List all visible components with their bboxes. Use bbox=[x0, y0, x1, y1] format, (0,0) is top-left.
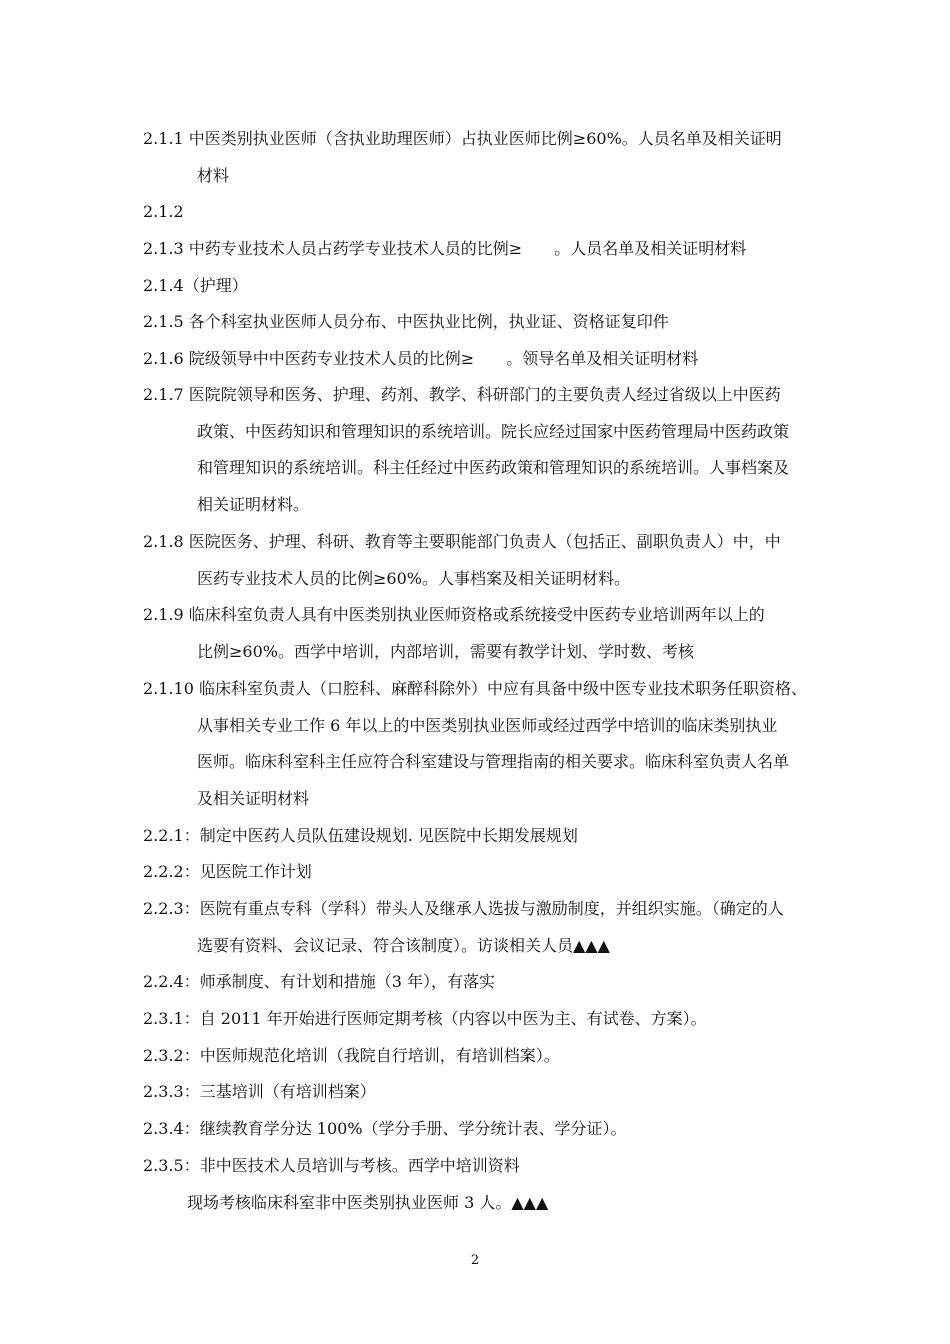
item-2-1-5 bbox=[143, 313, 813, 331]
item-2-1-7 bbox=[143, 386, 813, 514]
item-line: 2.2.4：师承制度、有计划和措施（3 年），有落实 bbox=[143, 972, 495, 991]
item-line: 现场考核临床科室非中医类别执业医师 3 人。▲▲▲ bbox=[187, 1192, 549, 1212]
item-2-2-4 bbox=[143, 973, 813, 991]
item-2-1-8 bbox=[143, 533, 813, 588]
item-line: 2.3.1：自 2011 年开始进行医师定期考核（内容以中医为主、有试卷、方案）。 bbox=[143, 1009, 707, 1028]
item-line: 2.1.6 院级领导中中医药专业技术人员的比例≥ 。领导名单及相关证明材料 bbox=[143, 349, 699, 368]
item-line: 2.1.1 中医类别执业医师（含执业助理医师）占执业医师比例≥60%。人员名单及相关证明 bbox=[143, 129, 782, 148]
item-line: 2.1.8 医院医务、护理、科研、教育等主要职能部门负责人（包括正、副职负责人）中，中 bbox=[143, 532, 781, 551]
item-line: 2.3.5：非中医技术人员培训与考核。西学中培训资料 bbox=[143, 1156, 520, 1175]
item-line: 医师。临床科室科主任应符合科室建设与管理指南的相关要求。临床科室负责人名单 bbox=[197, 752, 790, 771]
item-2-1-2 bbox=[143, 203, 813, 221]
item-line: 2.2.1：制定中医药人员队伍建设规划. 见医院中长期发展规划 bbox=[143, 826, 578, 845]
item-2-1-3 bbox=[143, 240, 813, 258]
item-2-3-1 bbox=[143, 1010, 813, 1028]
item-line: 2.1.5 各个科室执业医师人员分布、中医执业比例，执业证、资格证复印件 bbox=[143, 312, 669, 331]
item-line: 2.1.3 中药专业技术人员占药学专业技术人员的比例≥ 。人员名单及相关证明材料 bbox=[143, 239, 747, 258]
item-line: 选要有资料、会议记录、符合该制度）。访谈相关人员▲▲▲ bbox=[197, 935, 610, 955]
item-line: 医药专业技术人员的比例≥60%。人事档案及相关证明材料。 bbox=[197, 568, 630, 588]
item-2-1-4 bbox=[143, 277, 813, 295]
item-line: 及相关证明材料 bbox=[197, 788, 310, 808]
item-2-3-2 bbox=[143, 1047, 813, 1065]
item-line: 比例≥60%。西学中培训，内部培训，需要有教学计划、学时数、考核 bbox=[197, 641, 694, 661]
item-2-2-1 bbox=[143, 827, 813, 845]
item-line: 2.2.3：医院有重点专科（学科）带头人及继承人选拔与激励制度，并组织实施。（确定的人 bbox=[143, 899, 784, 918]
item-2-1-10 bbox=[143, 680, 813, 808]
item-line: 相关证明材料。 bbox=[197, 494, 310, 514]
item-2-3-3 bbox=[143, 1083, 813, 1101]
item-2-1-1 bbox=[143, 130, 813, 185]
item-line: 2.2.2：见医院工作计划 bbox=[143, 862, 312, 881]
item-2-2-3 bbox=[143, 900, 813, 955]
item-line: 2.1.9 临床科室负责人具有中医类别执业医师资格或系统接受中医药专业培训两年以上的 bbox=[143, 605, 765, 624]
item-2-2-2 bbox=[143, 863, 813, 881]
item-line: 2.3.4：继续教育学分达 100%（学分手册、学分统计表、学分证）。 bbox=[143, 1119, 627, 1138]
item-line: 2.3.2：中医师规范化培训（我院自行培训，有培训档案）。 bbox=[143, 1046, 560, 1065]
item-line: 材料 bbox=[197, 165, 230, 185]
item-2-3-4 bbox=[143, 1120, 813, 1138]
item-2-1-6 bbox=[143, 350, 813, 368]
item-2-3-5 bbox=[143, 1157, 813, 1212]
item-line: 2.3.3：三基培训（有培训档案） bbox=[143, 1082, 376, 1101]
item-line: 2.1.7 医院院领导和医务、护理、药剂、教学、科研部门的主要负责人经过省级以上中医药 bbox=[143, 385, 781, 404]
item-line: 从事相关专业工作 6 年以上的中医类别执业医师或经过西学中培训的临床类别执业 bbox=[197, 715, 778, 735]
item-line: 2.1.10 临床科室负责人（口腔科、麻醉科除外）中应有具备中级中医专业技术职务任职资格、 bbox=[143, 679, 807, 698]
item-line: 2.1.4（护理） bbox=[143, 276, 248, 295]
page-number: 2 bbox=[470, 1253, 480, 1268]
item-line: 2.1.2 bbox=[143, 202, 184, 221]
item-2-1-9 bbox=[143, 606, 813, 661]
item-line: 和管理知识的系统培训。科主任经过中医药政策和管理知识的系统培训。人事档案及 bbox=[197, 458, 790, 477]
item-line: 政策、中医药知识和管理知识的系统培训。院长应经过国家中医药管理局中医药政策 bbox=[197, 421, 790, 441]
